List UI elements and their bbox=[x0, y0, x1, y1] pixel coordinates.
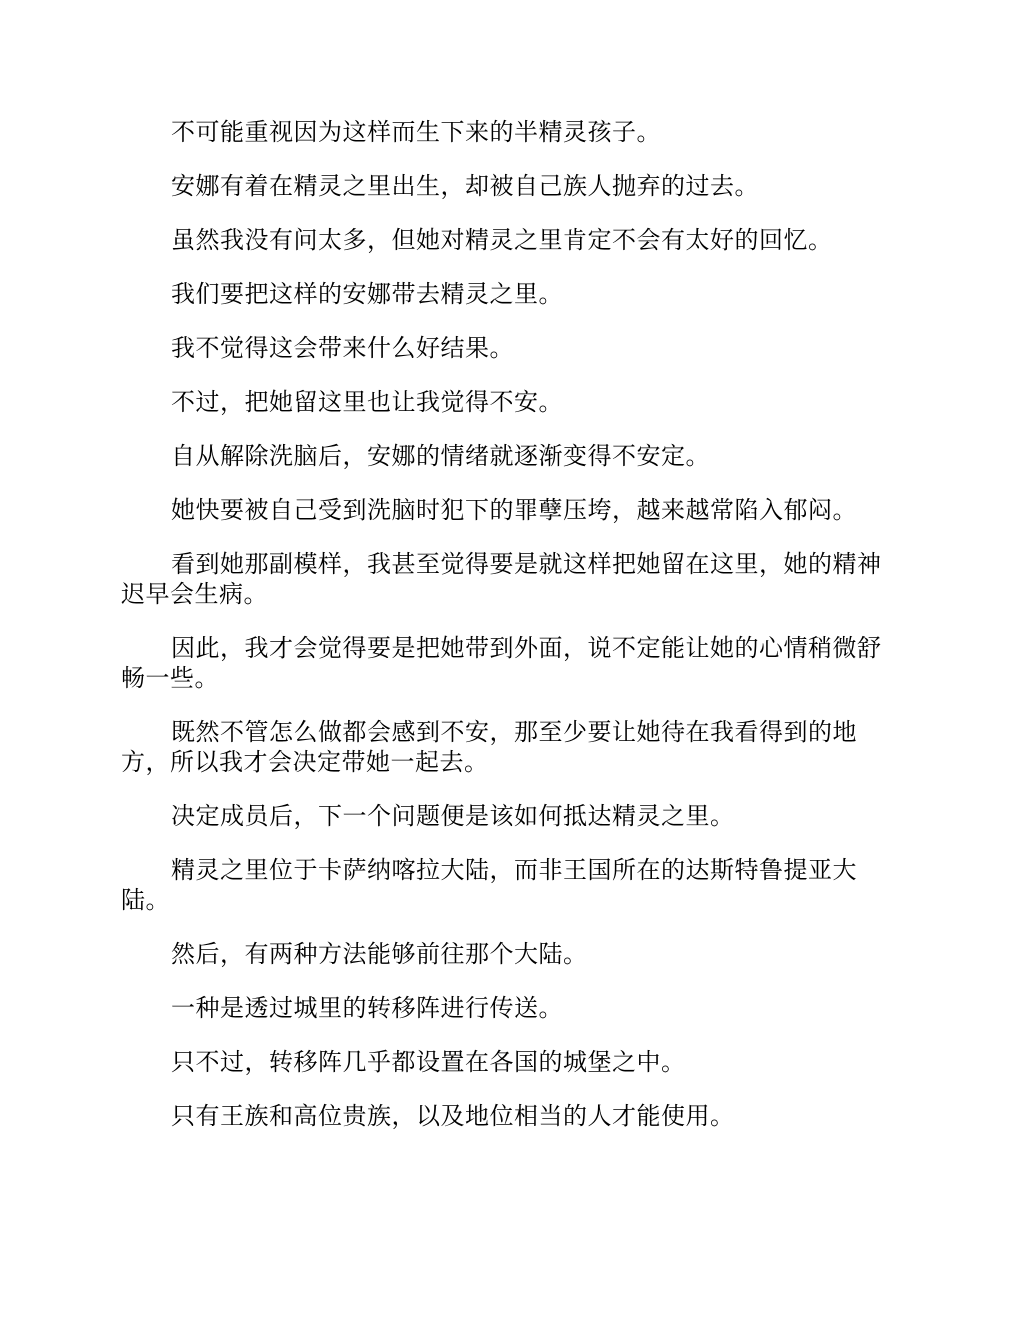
paragraph: 只有王族和高位贵族，以及地位相当的人才能使用。 bbox=[171, 1102, 735, 1130]
paragraph: 安娜有着在精灵之里出生，却被自己族人抛弃的过去。 bbox=[171, 172, 759, 200]
paragraph: 只不过，转移阵几乎都设置在各国的城堡之中。 bbox=[171, 1048, 686, 1076]
paragraph: 既然不管怎么做都会感到不安，那至少要让她待在我看得到的地方，所以我才会决定带她一起去。 bbox=[121, 718, 857, 776]
paragraph: 自从解除洗脑后，安娜的情绪就逐渐变得不安定。 bbox=[171, 442, 710, 470]
paragraph: 她快要被自己受到洗脑时犯下的罪孽压垮，越来越常陷入郁闷。 bbox=[171, 496, 857, 524]
paragraph: 虽然我没有问太多，但她对精灵之里肯定不会有太好的回忆。 bbox=[171, 226, 833, 254]
paragraph: 一种是透过城里的转移阵进行传送。 bbox=[171, 994, 563, 1022]
paragraph: 因此，我才会觉得要是把她带到外面，说不定能让她的心情稍微舒畅一些。 bbox=[121, 634, 882, 692]
paragraph: 我不觉得这会带来什么好结果。 bbox=[171, 334, 514, 362]
document-body bbox=[121, 117, 901, 1155]
paragraph: 精灵之里位于卡萨纳喀拉大陆，而非王国所在的达斯特鲁提亚大陆。 bbox=[121, 856, 857, 914]
paragraph: 不可能重视因为这样而生下来的半精灵孩子。 bbox=[171, 118, 661, 146]
paragraph: 我们要把这样的安娜带去精灵之里。 bbox=[171, 280, 563, 308]
paragraph: 然后，有两种方法能够前往那个大陆。 bbox=[171, 940, 588, 968]
paragraph: 决定成员后，下一个问题便是该如何抵达精灵之里。 bbox=[171, 802, 735, 830]
paragraph: 看到她那副模样，我甚至觉得要是就这样把她留在这里，她的精神迟早会生病。 bbox=[121, 550, 882, 608]
paragraph: 不过，把她留这里也让我觉得不安。 bbox=[171, 388, 563, 416]
